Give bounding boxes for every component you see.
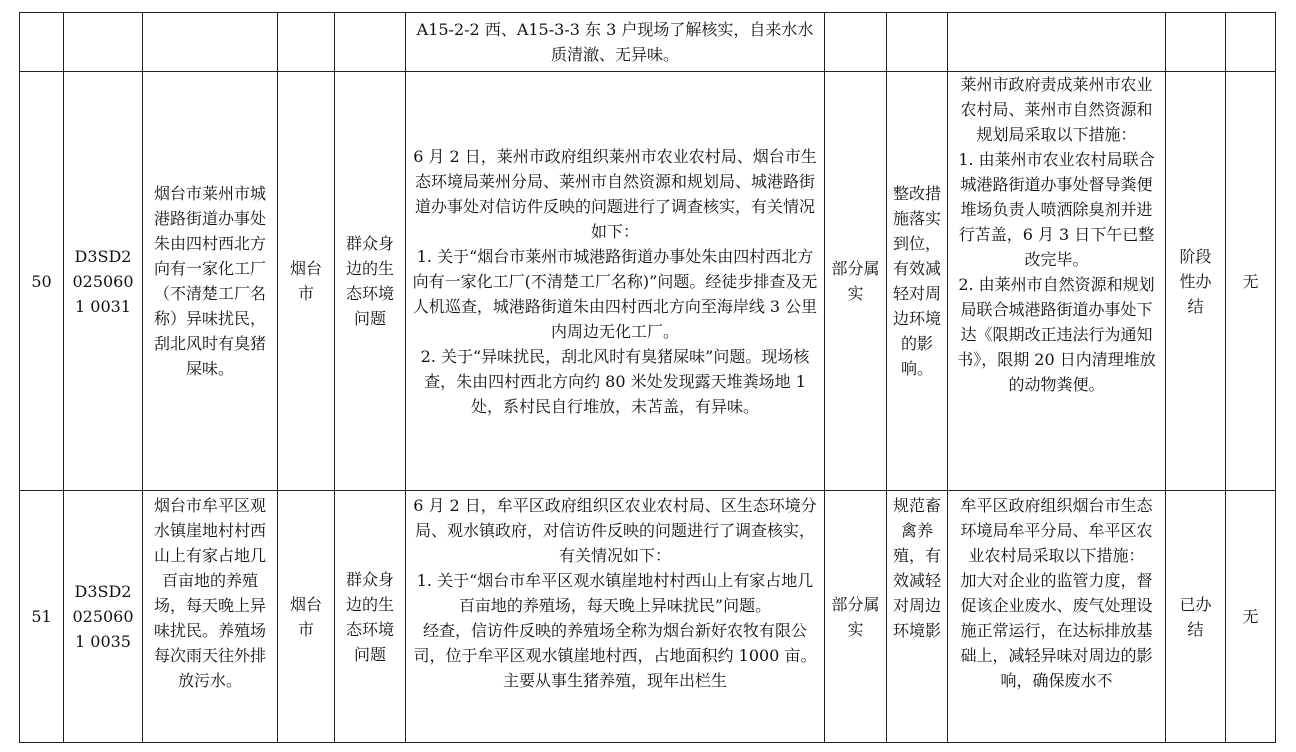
cell-accountability	[1226, 13, 1276, 72]
cell-category: 群众身边的生态环境问题	[335, 72, 406, 491]
cell-accountability: 无	[1226, 491, 1276, 743]
cell-accountability: 无	[1226, 72, 1276, 491]
petition-table	[19, 12, 1276, 743]
cell-district: 烟台市	[278, 491, 335, 743]
cell-progress: 已办结	[1166, 491, 1226, 743]
cell-status: 部分属实	[825, 491, 887, 743]
measures-text: 牟平区政府组织烟台市生态环境局牟平分局、牟平区农业农村局采取以下措施： 加大对企业的监管力度，督促该企业废水、废气处理设施正常运行，在达标排放基础上，减轻异味对周边的影响，确保废水不	[960, 496, 1153, 690]
cell-code	[64, 13, 143, 72]
table-row	[20, 72, 1276, 491]
cell-category	[335, 13, 406, 72]
measures-text: 莱州市政府责成莱州市农业农村局、莱州市自然资源和规划局采取以下措施： 1. 由莱州市农业农村局联合城港路街道办事处督导粪便堆场负责人喷洒除臭剂并进行苫盖，6 月 3 日下午已整改完毕。 2. 由莱州市自然资源和规划局联合城港路街道办事处下达《限期改正违法行为通知书》，限期 20 日内清理堆放的动物粪便。	[957, 75, 1156, 394]
cell-status: 部分属实	[825, 72, 887, 491]
cell-measures	[948, 72, 1166, 491]
cell-investigation	[406, 491, 825, 743]
cell-measures-short: 整改措施落实到位，有效减轻对周边环境的影响。	[887, 72, 948, 491]
investigation-text: 6 月 2 日，牟平区政府组织区农业农村局、区生态环境分局、观水镇政府，对信访件反映的问题进行了调查核实，有关情况如下： 1. 关于“烟台市牟平区观水镇崖地村村西山上有家占地几百亩地的养殖场，每天晚上异味扰民”问题。 经查，信访件反映的养殖场全称为烟台新好农牧有限公司，位于牟平区观水镇崖地村西，占地面积约 1000 亩。主要从事生猪养殖，现年出栏生	[413, 496, 817, 690]
cell-district: 烟台市	[278, 72, 335, 491]
cell-category: 群众身边的生态环境问题	[335, 491, 406, 743]
cell-measures	[948, 491, 1166, 743]
cell-investigation	[406, 72, 825, 491]
table-row	[20, 13, 1276, 72]
investigation-text: 6 月 2 日，莱州市政府组织莱州市农业农村局、烟台市生态环境局莱州分局、莱州市自然资源和规划局、城港路街道办事处对信访件反映的问题进行了调查核实，有关情况如下： 1. 关于“烟台市莱州市城港路街道办事处朱由四村西北方向有一家化工厂(不清楚工厂名称)”问题。经徒步排查及无人机巡查，城港路街道朱由四村西北方向至海岸线 3 公里内周边无化工厂。 2. 关于“异味扰民，刮北风时有臭猪屎味”问题。现场核查，朱由四村西北方向约 80 米处发现露天堆粪场地 1 处，系村民自行堆放，未苫盖，有异味。	[412, 146, 818, 416]
cell-status	[825, 13, 887, 72]
cell-measures	[948, 13, 1166, 72]
cell-investigation: A15-2-2 西、A15-3-3 东 3 户现场了解核实，自来水水质清澈、无异味。	[406, 13, 825, 72]
cell-progress	[1166, 13, 1226, 72]
cell-district	[278, 13, 335, 72]
cell-measures-short: 规范畜禽养殖，有效减轻对周边环境影	[887, 491, 948, 743]
cell-no: 51	[20, 491, 64, 743]
table-row	[20, 491, 1276, 743]
cell-code: D3SD20250601 0035	[64, 491, 143, 743]
cell-code: D3SD20250601 0031	[64, 72, 143, 491]
cell-measures-short	[887, 13, 948, 72]
cell-progress: 阶段性办结	[1166, 72, 1226, 491]
cell-content: 烟台市牟平区观水镇崖地村村西山上有家占地几百亩地的养殖场，每天晚上异味扰民。养殖场每次雨天往外排放污水。	[143, 491, 278, 743]
cell-no: 50	[20, 72, 64, 491]
cell-no	[20, 13, 64, 72]
cell-content: 烟台市莱州市城港路街道办事处朱由四村西北方向有一家化工厂（不清楚工厂名称）异味扰民，刮北风时有臭猪屎味。	[143, 72, 278, 491]
cell-content	[143, 13, 278, 72]
